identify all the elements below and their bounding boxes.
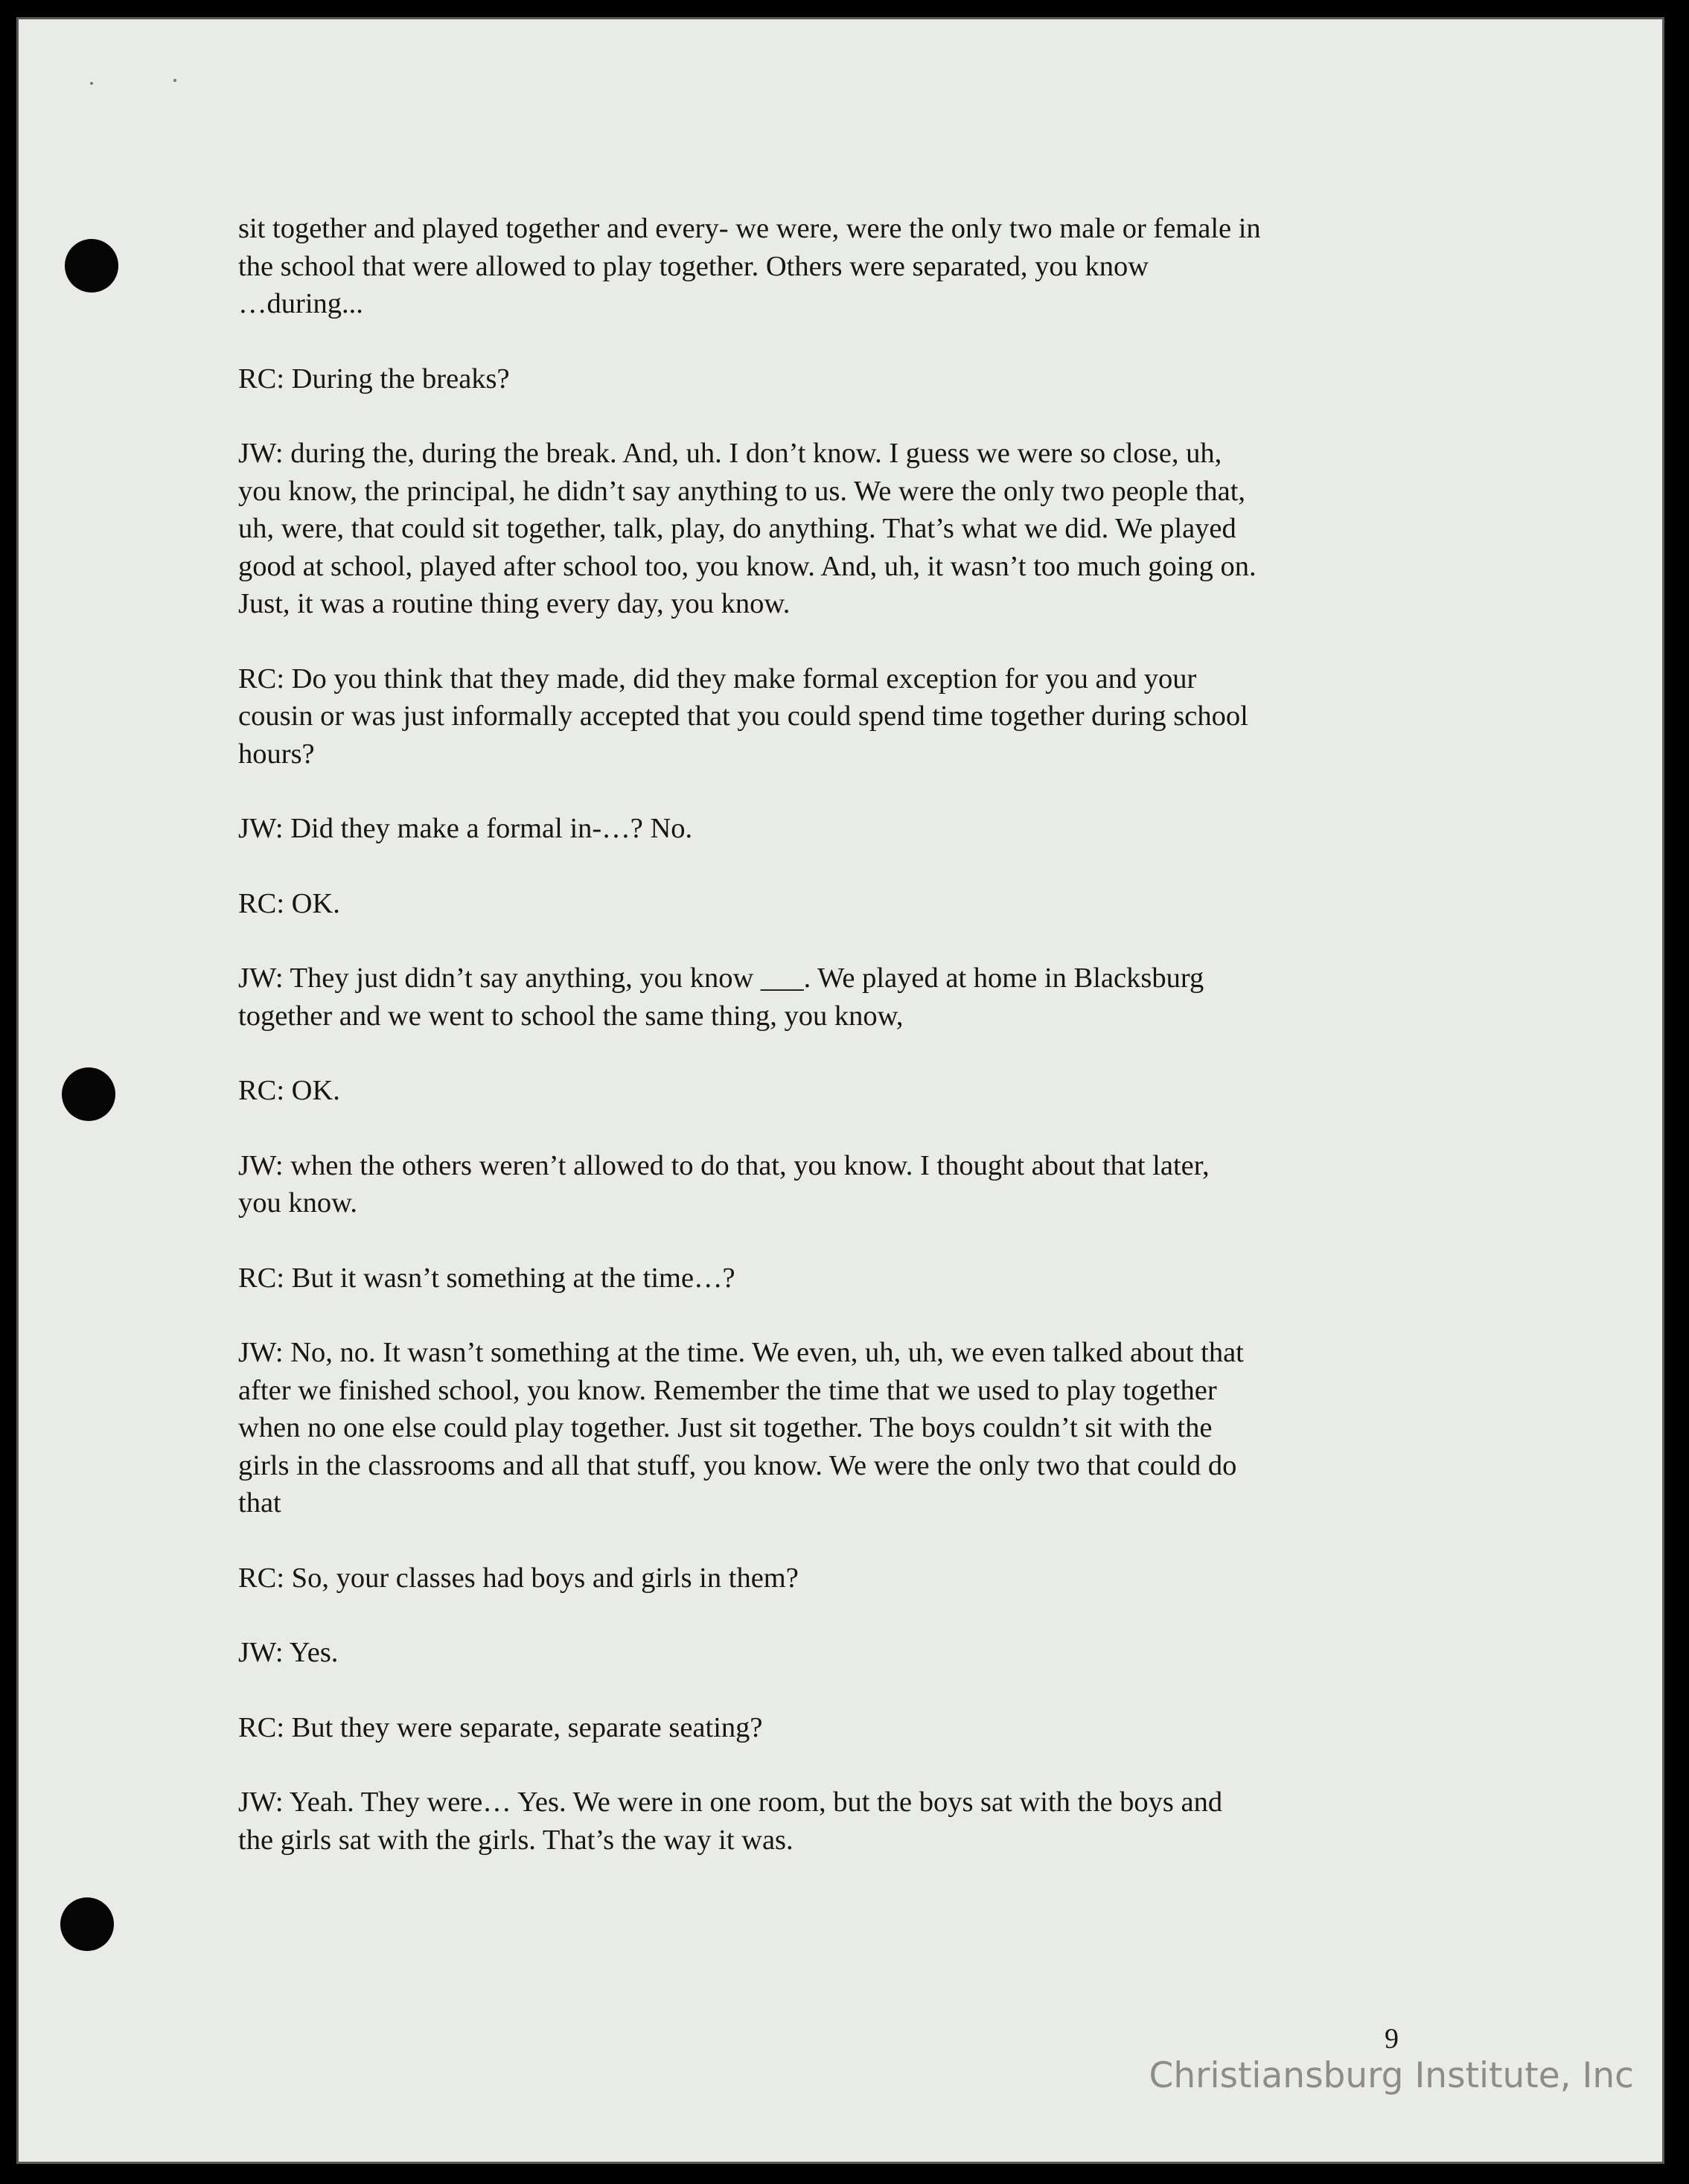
transcript-line: JW: No, no. It wasn’t something at the time. We even, uh, uh, we even talked about that — [238, 1337, 1244, 1368]
transcript-paragraph — [238, 360, 1429, 398]
transcript-line: after we finished school, you know. Remember the time that we used to play together — [238, 1374, 1217, 1406]
transcript-line: RC: During the breaks? — [238, 363, 510, 395]
transcript-paragraph — [238, 1072, 1429, 1110]
transcript-paragraph — [238, 810, 1429, 848]
transcript-line: JW: Yeah. They were… Yes. We were in one room, but the boys sat with the boys and — [238, 1787, 1223, 1818]
transcript-line: you know, the principal, he didn’t say anything to us. We were the only two people that, — [238, 475, 1246, 507]
transcript-paragraph — [238, 435, 1429, 623]
watermark: Christiansburg Institute, Inc — [1149, 2055, 1634, 2096]
transcript-line: cousin or was just informally accepted that you could spend time together during school — [238, 700, 1248, 732]
transcript-line: …during... — [238, 288, 363, 319]
transcript-line: sit together and played together and every- we were, were the only two male or female in — [238, 213, 1261, 244]
transcript-paragraph — [238, 1634, 1429, 1672]
transcript-line: RC: OK. — [238, 887, 340, 919]
transcript-paragraph — [238, 1709, 1429, 1747]
page-number: 9 — [1385, 2023, 1399, 2054]
transcript-paragraph — [238, 1559, 1429, 1597]
paper-speck — [90, 82, 93, 85]
transcript-line: you know. — [238, 1187, 358, 1219]
transcript-paragraph — [238, 210, 1429, 323]
transcript-paragraph — [238, 1784, 1429, 1859]
transcript-line: JW: during the, during the break. And, uh. I don’t know. I guess we were so close, uh, — [238, 438, 1222, 469]
transcript-body — [238, 210, 1429, 1896]
transcript-line: JW: when the others weren’t allowed to do that, you know. I thought about that later, — [238, 1149, 1210, 1181]
transcript-paragraph — [238, 1147, 1429, 1222]
transcript-paragraph — [238, 660, 1429, 773]
paper-speck — [173, 79, 176, 82]
transcript-line: the girls sat with the girls. That’s the way it was. — [238, 1824, 794, 1856]
transcript-line: when no one else could play together. Just sit together. The boys couldn’t sit with the — [238, 1412, 1213, 1443]
transcript-line: JW: Did they make a formal in-…? No. — [238, 813, 693, 844]
transcript-paragraph — [238, 960, 1429, 1035]
transcript-line: together and we went to school the same thing, you know, — [238, 1000, 904, 1032]
transcript-line: RC: OK. — [238, 1075, 340, 1106]
punch-hole-bottom — [60, 1897, 114, 1951]
transcript-line: the school that were allowed to play together. Others were separated, you know — [238, 250, 1149, 282]
transcript-line: RC: Do you think that they made, did they make formal exception for you and your — [238, 662, 1197, 695]
transcript-paragraph — [238, 1334, 1429, 1522]
transcript-line: uh, were, that could sit together, talk, play, do anything. That’s what we did. We played — [238, 513, 1236, 544]
transcript-line: good at school, played after school too, you know. And, uh, it wasn’t too much going on. — [238, 550, 1257, 582]
transcript-line: hours? — [238, 738, 315, 770]
transcript-line: that — [238, 1487, 281, 1519]
transcript-line: girls in the classrooms and all that stuff, you know. We were the only two that could do — [238, 1449, 1237, 1481]
transcript-paragraph — [238, 885, 1429, 923]
punch-hole-middle — [62, 1067, 115, 1121]
transcript-line: RC: So, your classes had boys and girls in them? — [238, 1562, 799, 1594]
transcript-paragraph — [238, 1259, 1429, 1297]
transcript-line: Just, it was a routine thing every day, you know. — [238, 588, 791, 619]
transcript-line: JW: Yes. — [238, 1637, 339, 1668]
transcript-line: RC: But it wasn’t something at the time…? — [238, 1262, 735, 1294]
transcript-line: RC: But they were separate, separate seating? — [238, 1711, 763, 1743]
punch-hole-top — [65, 239, 118, 293]
transcript-line: JW: They just didn’t say anything, you know ___. We played at home in Blacksburg — [238, 962, 1204, 994]
